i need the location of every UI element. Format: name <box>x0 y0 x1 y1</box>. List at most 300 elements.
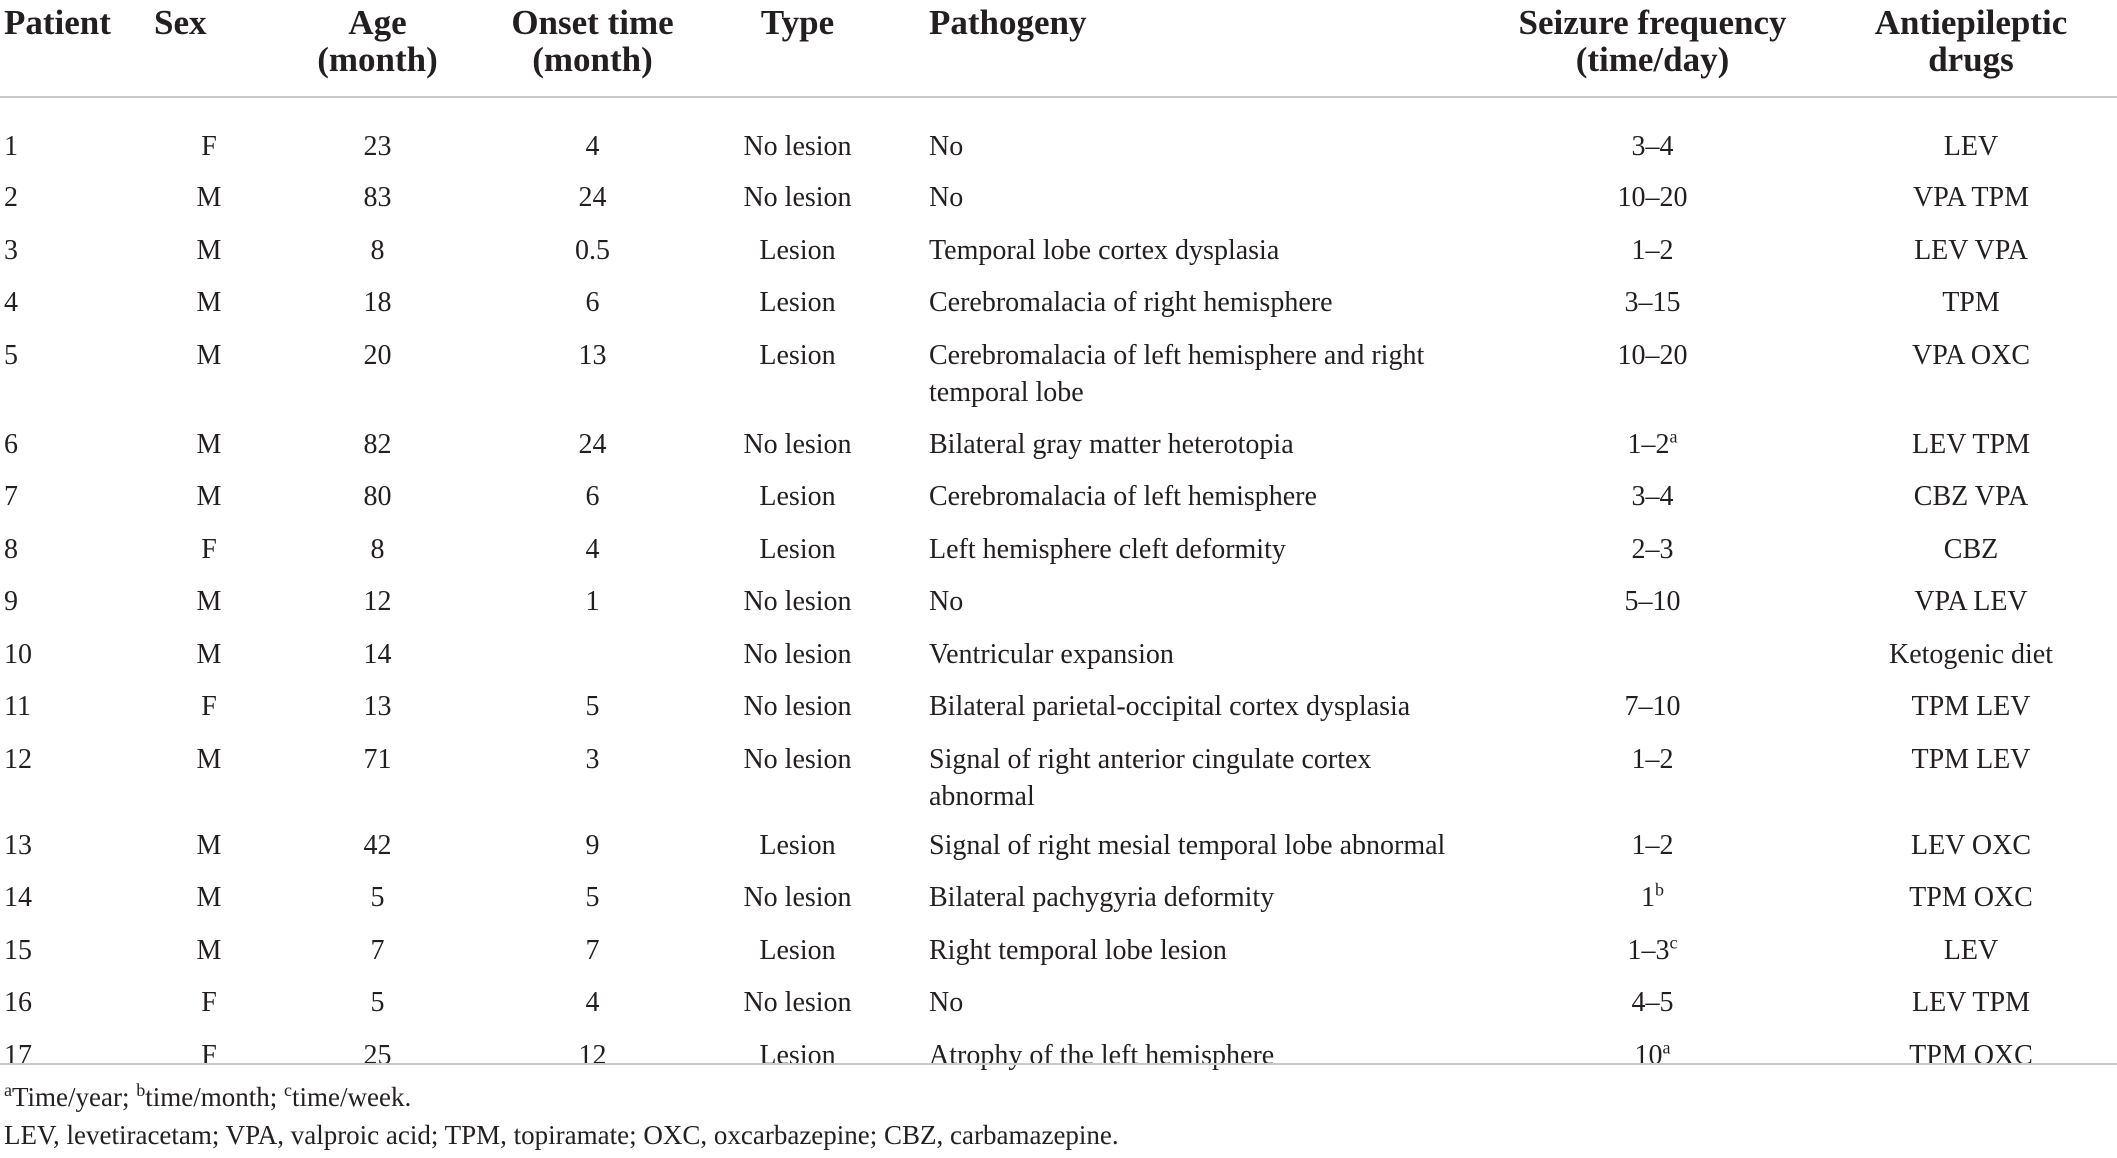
cell-pathogeny <box>895 220 1480 273</box>
cell-onset-time <box>485 325 700 414</box>
cell-patient-text: 2 <box>4 182 18 213</box>
cell-sex-text: F <box>201 1039 217 1071</box>
footnote-text-a: Time/year; <box>12 1082 137 1112</box>
header-antiepileptic-drugs-line2: drugs <box>1928 40 2014 79</box>
cell-pathogeny <box>895 167 1480 220</box>
cell-sex-text: F <box>201 533 217 565</box>
cell-type-text: Lesion <box>759 339 836 371</box>
cell-onset-time <box>485 1025 700 1095</box>
cell-seizure-frequency <box>1480 167 1825 220</box>
cell-antiepileptic-drugs <box>1825 325 2117 414</box>
table-row <box>0 466 2117 519</box>
cell-antiepileptic-drugs-text: VPA LEV <box>1914 586 2028 617</box>
cell-antiepileptic-drugs-text: LEV <box>1943 131 1999 162</box>
cell-pathogeny-text: Ventricular expansion <box>929 638 1174 670</box>
cell-onset-time-text: 4 <box>585 533 600 565</box>
cell-sex <box>148 466 270 519</box>
cell-type <box>700 815 895 868</box>
cell-antiepileptic-drugs <box>1825 1025 2117 1095</box>
cell-age <box>270 815 485 868</box>
cell-onset-time <box>485 97 700 167</box>
header-onset <box>485 0 700 97</box>
cell-type-text: No lesion <box>743 987 852 1018</box>
footnote-text-b: time/month; <box>145 1082 284 1112</box>
cell-age <box>270 920 485 973</box>
cell-pathogeny-text: Right temporal lobe lesion <box>929 934 1227 966</box>
cell-antiepileptic-drugs <box>1825 920 2117 973</box>
cell-age-text: 82 <box>363 428 392 460</box>
cell-patient <box>0 867 148 920</box>
cell-pathogeny <box>895 729 1480 815</box>
cell-seizure-frequency-text: 1–2 <box>1631 234 1674 266</box>
cell-seizure-frequency <box>1480 729 1825 815</box>
cell-pathogeny-text: Signal of right anterior cingulate cortex abnormal <box>929 743 1372 812</box>
cell-type <box>700 729 895 815</box>
cell-age <box>270 97 485 167</box>
header-patient-line1: Patient <box>4 3 111 42</box>
cell-seizure-frequency-text: 10–20 <box>1617 339 1688 371</box>
cell-patient <box>0 729 148 815</box>
cell-onset-time-text: 3 <box>585 743 600 775</box>
cell-patient-text: 6 <box>4 428 18 460</box>
cell-seizure-frequency-text: 2–3 <box>1631 533 1674 565</box>
cell-antiepileptic-drugs-text: LEV TPM <box>1912 987 2030 1018</box>
cell-onset-time-text: 6 <box>585 481 600 512</box>
cell-age <box>270 519 485 572</box>
cell-patient <box>0 815 148 868</box>
cell-sex-text: M <box>196 638 222 670</box>
cell-antiepileptic-drugs-text: TPM <box>1942 287 2000 318</box>
cell-patient-text: 9 <box>4 586 18 617</box>
cell-onset-time-text: 6 <box>585 287 600 318</box>
cell-age-text: 13 <box>363 691 392 722</box>
cell-sex <box>148 624 270 677</box>
table-row <box>0 972 2117 1025</box>
cell-antiepileptic-drugs <box>1825 466 2117 519</box>
cell-patient-text: 8 <box>4 533 18 565</box>
header-seizure-frequency-line2: (time/day) <box>1575 40 1730 79</box>
cell-antiepileptic-drugs-text: LEV VPA <box>1914 234 2028 266</box>
cell-onset-time-text: 24 <box>578 182 607 213</box>
cell-antiepileptic-drugs <box>1825 519 2117 572</box>
table-row <box>0 167 2117 220</box>
cell-sex-text: M <box>196 428 222 460</box>
cell-seizure-frequency <box>1480 571 1825 624</box>
cell-pathogeny-text: No <box>929 182 964 213</box>
cell-onset-time-text: 4 <box>585 987 600 1018</box>
table-row <box>0 815 2117 868</box>
cell-patient-text: 17 <box>4 1039 32 1071</box>
cell-sex-text: M <box>196 339 222 371</box>
cell-pathogeny-text: Bilateral parietal-occipital cortex dysplasia <box>929 691 1411 722</box>
cell-antiepileptic-drugs <box>1825 676 2117 729</box>
header-type <box>700 0 895 97</box>
cell-type <box>700 325 895 414</box>
cell-patient-text: 3 <box>4 234 18 266</box>
cell-age <box>270 325 485 414</box>
cell-type-text: No lesion <box>743 428 852 460</box>
cell-sex <box>148 571 270 624</box>
cell-seizure-frequency-text: 10 <box>1634 1039 1663 1071</box>
cell-age-text: 14 <box>363 638 392 670</box>
cell-seizure-frequency <box>1480 624 1825 677</box>
cell-patient-text: 12 <box>4 743 32 775</box>
cell-pathogeny-text: Bilateral pachygyria deformity <box>929 882 1275 913</box>
cell-patient <box>0 519 148 572</box>
cell-onset-time-text: 13 <box>578 339 607 371</box>
cell-type <box>700 972 895 1025</box>
cell-sex <box>148 414 270 467</box>
cell-onset-time-text: 12 <box>578 1039 607 1071</box>
cell-sex <box>148 676 270 729</box>
cell-type <box>700 676 895 729</box>
header-seizure-frequency-line1: Seizure frequency <box>1518 3 1787 42</box>
cell-patient-text: 4 <box>4 287 18 318</box>
cell-sex-text: M <box>196 287 222 318</box>
cell-sex <box>148 220 270 273</box>
cell-age <box>270 624 485 677</box>
header-age <box>270 0 485 97</box>
cell-pathogeny <box>895 676 1480 729</box>
footnote-units <box>4 1080 411 1114</box>
cell-age-text: 5 <box>370 987 385 1018</box>
cell-onset-time <box>485 519 700 572</box>
cell-type-text: No lesion <box>743 691 852 722</box>
cell-pathogeny <box>895 571 1480 624</box>
cell-type-text: No lesion <box>743 882 852 913</box>
cell-sex-text: M <box>196 182 222 213</box>
cell-seizure-frequency-text: 1–2 <box>1627 428 1670 460</box>
cell-pathogeny-text: No <box>929 586 964 617</box>
cell-pathogeny-text: Cerebromalacia of left hemisphere and right <box>929 339 1425 371</box>
header-sex <box>148 0 270 97</box>
cell-seizure-frequency <box>1480 272 1825 325</box>
footnote-sup-c: c <box>284 1080 292 1100</box>
header-pathogeny <box>895 0 1480 97</box>
footnote-sup-b: b <box>136 1080 146 1100</box>
cell-seizure-frequency <box>1480 676 1825 729</box>
table-row <box>0 272 2117 325</box>
footnote-marker: a <box>1662 1037 1671 1058</box>
cell-age-text: 23 <box>363 131 392 162</box>
cell-seizure-frequency-text: 1–3 <box>1627 934 1670 966</box>
cell-pathogeny-text: Temporal lobe cortex dysplasia <box>929 234 1280 266</box>
cell-pathogeny <box>895 414 1480 467</box>
table-row <box>0 325 2117 414</box>
cell-onset-time <box>485 220 700 273</box>
cell-pathogeny-text: No <box>929 131 964 162</box>
cell-pathogeny <box>895 325 1480 414</box>
cell-age-text: 20 <box>363 339 392 371</box>
cell-pathogeny <box>895 972 1480 1025</box>
cell-sex <box>148 167 270 220</box>
header-patient <box>0 0 148 97</box>
cell-onset-time-text: 4 <box>585 131 600 162</box>
cell-age <box>270 676 485 729</box>
header-onset-line1: Onset time <box>511 3 674 42</box>
cell-seizure-frequency-text: 1–2 <box>1631 743 1674 775</box>
cell-antiepileptic-drugs-text: TPM LEV <box>1911 691 2031 722</box>
cell-sex <box>148 97 270 167</box>
cell-sex-text: M <box>196 743 222 775</box>
cell-pathogeny-text: Signal of right mesial temporal lobe abnormal <box>929 829 1446 861</box>
cell-onset-time <box>485 676 700 729</box>
cell-type-text: Lesion <box>759 934 836 966</box>
cell-onset-time-text: 24 <box>578 428 607 460</box>
cell-age-text: 80 <box>363 481 392 512</box>
cell-pathogeny-text: Bilateral gray matter heterotopia <box>929 428 1294 460</box>
header-row <box>0 0 2117 97</box>
cell-sex <box>148 729 270 815</box>
cell-seizure-frequency <box>1480 466 1825 519</box>
table-row <box>0 624 2117 677</box>
cell-sex <box>148 272 270 325</box>
cell-sex-text: M <box>196 934 222 966</box>
cell-antiepileptic-drugs-text: TPM OXC <box>1909 1039 2033 1071</box>
cell-patient <box>0 920 148 973</box>
cell-seizure-frequency <box>1480 414 1825 467</box>
cell-type <box>700 519 895 572</box>
cell-antiepileptic-drugs-text: CBZ <box>1943 533 1999 565</box>
cell-onset-time <box>485 466 700 519</box>
cell-type-text: Lesion <box>759 234 836 266</box>
cell-antiepileptic-drugs <box>1825 220 2117 273</box>
cell-age-text: 42 <box>363 829 392 861</box>
cell-patient-text: 15 <box>4 934 32 966</box>
cell-sex-text: M <box>196 882 222 913</box>
cell-patient <box>0 97 148 167</box>
cell-age <box>270 972 485 1025</box>
header-age-line2: (month) <box>317 40 438 79</box>
cell-type <box>700 920 895 973</box>
cell-age <box>270 414 485 467</box>
cell-type <box>700 624 895 677</box>
cell-seizure-frequency <box>1480 97 1825 167</box>
cell-seizure-frequency-text: 7–10 <box>1624 691 1681 722</box>
cell-onset-time-text: 5 <box>585 882 600 913</box>
cell-onset-time <box>485 972 700 1025</box>
cell-seizure-frequency-text: 3–4 <box>1631 131 1674 162</box>
cell-age <box>270 167 485 220</box>
cell-patient-text: 16 <box>4 987 32 1018</box>
cell-antiepileptic-drugs-text: LEV <box>1943 934 1999 966</box>
cell-antiepileptic-drugs-text: TPM OXC <box>1909 882 2033 913</box>
header-seizure-frequency <box>1480 0 1825 97</box>
cell-antiepileptic-drugs <box>1825 624 2117 677</box>
cell-onset-time-text: 7 <box>585 934 600 966</box>
cell-age-text: 25 <box>363 1039 392 1071</box>
cell-age-text: 71 <box>363 743 392 775</box>
cell-seizure-frequency <box>1480 325 1825 414</box>
cell-type-text: Lesion <box>759 287 836 318</box>
cell-sex-text: M <box>196 586 222 617</box>
header-type-line1: Type <box>760 3 835 42</box>
cell-sex-text: M <box>196 481 222 512</box>
cell-pathogeny <box>895 519 1480 572</box>
cell-antiepileptic-drugs-text: VPA OXC <box>1911 339 2030 371</box>
cell-antiepileptic-drugs <box>1825 867 2117 920</box>
cell-antiepileptic-drugs <box>1825 815 2117 868</box>
cell-antiepileptic-drugs-text: LEV OXC <box>1910 829 2032 861</box>
cell-age-text: 7 <box>370 934 385 966</box>
cell-type-text: No lesion <box>743 586 852 617</box>
table-row <box>0 414 2117 467</box>
table-row <box>0 571 2117 624</box>
cell-pathogeny <box>895 466 1480 519</box>
table-row <box>0 676 2117 729</box>
cell-age-text: 83 <box>363 182 392 213</box>
cell-antiepileptic-drugs <box>1825 167 2117 220</box>
cell-antiepileptic-drugs <box>1825 729 2117 815</box>
cell-seizure-frequency <box>1480 519 1825 572</box>
cell-type-text: No lesion <box>743 131 852 162</box>
cell-seizure-frequency <box>1480 815 1825 868</box>
cell-pathogeny-text: Cerebromalacia of right hemisphere <box>929 287 1333 318</box>
cell-patient <box>0 220 148 273</box>
cell-seizure-frequency-text: 1–2 <box>1631 829 1674 861</box>
cell-pathogeny-text: Cerebromalacia of left hemisphere <box>929 481 1317 512</box>
cell-sex-text: F <box>201 131 217 162</box>
cell-age <box>270 867 485 920</box>
cell-onset-time <box>485 167 700 220</box>
cell-patient-text: 10 <box>4 638 32 670</box>
footnote-marker: c <box>1669 932 1678 953</box>
cell-onset-time <box>485 729 700 815</box>
table-row <box>0 867 2117 920</box>
cell-antiepileptic-drugs-text: TPM LEV <box>1911 743 2031 775</box>
header-antiepileptic-drugs <box>1825 0 2117 97</box>
cell-type <box>700 220 895 273</box>
cell-pathogeny <box>895 1025 1480 1095</box>
cell-type <box>700 867 895 920</box>
footnote-text-c: time/week. <box>292 1082 412 1112</box>
cell-patient <box>0 624 148 677</box>
cell-patient <box>0 167 148 220</box>
cell-patient-text: 13 <box>4 829 32 861</box>
cell-pathogeny-text: Atrophy of the left hemisphere <box>929 1039 1275 1071</box>
cell-antiepileptic-drugs-text: Ketogenic diet <box>1888 638 2054 670</box>
cell-patient <box>0 466 148 519</box>
cell-seizure-frequency <box>1480 1025 1825 1095</box>
cell-antiepileptic-drugs-text: CBZ VPA <box>1913 481 2029 512</box>
cell-seizure-frequency <box>1480 920 1825 973</box>
cell-patient-text: 7 <box>4 481 18 512</box>
table-header <box>0 0 2117 97</box>
footnote-marker: a <box>1669 426 1678 447</box>
cell-age <box>270 729 485 815</box>
cell-pathogeny <box>895 815 1480 868</box>
cell-type-text: Lesion <box>759 533 836 565</box>
cell-sex <box>148 920 270 973</box>
table-row <box>0 729 2117 815</box>
cell-pathogeny <box>895 920 1480 973</box>
table-row <box>0 220 2117 273</box>
cell-sex <box>148 867 270 920</box>
cell-sex-text: M <box>196 234 222 266</box>
cell-age <box>270 272 485 325</box>
cell-seizure-frequency <box>1480 867 1825 920</box>
cell-seizure-frequency-text: 5–10 <box>1624 586 1681 617</box>
cell-antiepileptic-drugs-text: VPA TPM <box>1913 182 2029 213</box>
cell-age-text: 12 <box>363 586 392 617</box>
cell-pathogeny <box>895 272 1480 325</box>
cell-onset-time <box>485 815 700 868</box>
cell-age-text: 5 <box>370 882 385 913</box>
header-age-line1: Age <box>348 3 407 42</box>
cell-onset-time-text: 0.5 <box>575 234 610 266</box>
cell-type <box>700 167 895 220</box>
cell-sex <box>148 815 270 868</box>
cell-seizure-frequency <box>1480 972 1825 1025</box>
cell-sex <box>148 972 270 1025</box>
cell-age <box>270 466 485 519</box>
cell-patient <box>0 571 148 624</box>
cell-sex-text: M <box>196 829 222 861</box>
cell-type-text: Lesion <box>759 829 836 861</box>
cell-onset-time <box>485 571 700 624</box>
cell-seizure-frequency <box>1480 220 1825 273</box>
cell-onset-time <box>485 414 700 467</box>
cell-sex-text: F <box>201 987 217 1018</box>
cell-type <box>700 272 895 325</box>
cell-patient <box>0 272 148 325</box>
header-onset-line2: (month) <box>532 40 653 79</box>
cell-age-text: 18 <box>363 287 392 318</box>
footnote-marker: b <box>1655 879 1664 900</box>
cell-type-text: Lesion <box>759 481 836 512</box>
cell-patient <box>0 676 148 729</box>
cell-age-text: 8 <box>370 234 385 266</box>
cell-patient-text: 1 <box>4 131 18 162</box>
footnote-abbreviations: LEV, levetiracetam; VPA, valproic acid; TPM, topiramate; OXC, oxcarbazepine; CBZ, carbamazepine. <box>4 1120 1119 1150</box>
cell-type <box>700 1025 895 1095</box>
cell-seizure-frequency-text: 3–15 <box>1624 287 1681 318</box>
table-bottom-rule <box>0 1063 2117 1065</box>
cell-pathogeny-text: No <box>929 987 964 1018</box>
cell-type <box>700 466 895 519</box>
cell-pathogeny-text: Left hemisphere cleft deformity <box>929 533 1286 565</box>
cell-onset-time-text: 1 <box>585 586 600 617</box>
cell-seizure-frequency-text: 1 <box>1641 882 1655 913</box>
header-pathogeny-line1: Pathogeny <box>929 3 1087 42</box>
cell-type-text: Lesion <box>759 1039 836 1071</box>
cell-patient <box>0 972 148 1025</box>
cell-pathogeny <box>895 624 1480 677</box>
table-row <box>0 97 2117 167</box>
cell-pathogeny <box>895 97 1480 167</box>
cell-type-text: No lesion <box>743 638 852 670</box>
table-body <box>0 97 2117 1095</box>
cell-onset-time <box>485 867 700 920</box>
header-sex-line1: Sex <box>154 3 207 42</box>
cell-antiepileptic-drugs <box>1825 272 2117 325</box>
cell-onset-time-text: 5 <box>585 691 600 722</box>
table-row <box>0 519 2117 572</box>
cell-patient-text: 5 <box>4 339 18 371</box>
cell-sex <box>148 325 270 414</box>
cell-onset-time-text: 9 <box>585 829 600 861</box>
cell-pathogeny <box>895 867 1480 920</box>
cell-onset-time <box>485 272 700 325</box>
cell-sex-text: F <box>201 691 217 722</box>
cell-antiepileptic-drugs-text: LEV TPM <box>1912 428 2030 460</box>
cell-age <box>270 571 485 624</box>
cell-type <box>700 97 895 167</box>
cell-patient-text: 14 <box>4 882 32 913</box>
cell-sex <box>148 519 270 572</box>
cell-patient-text: 11 <box>4 691 31 722</box>
cell-seizure-frequency-text: 4–5 <box>1631 987 1674 1018</box>
